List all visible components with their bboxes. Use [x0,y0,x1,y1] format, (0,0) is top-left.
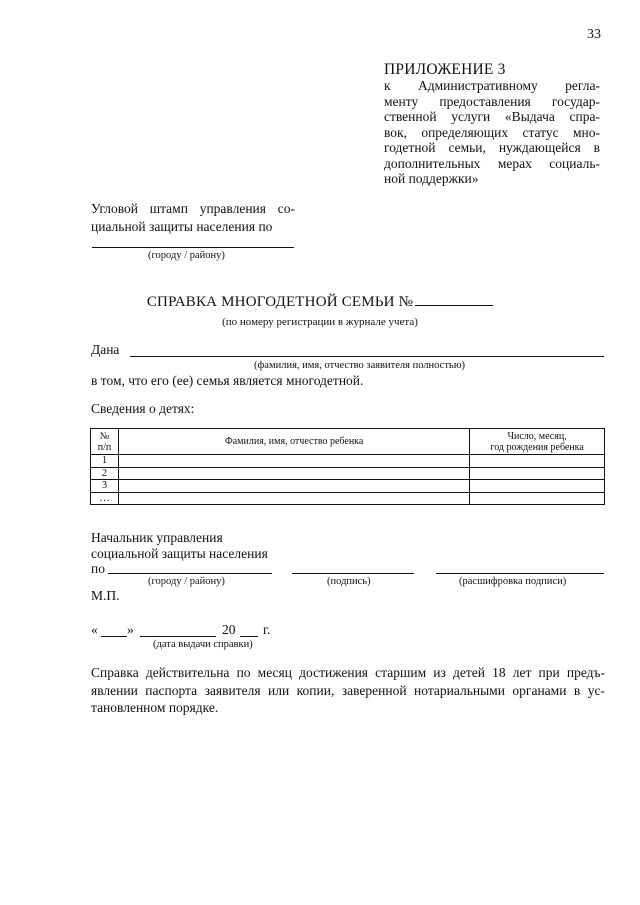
date-year-suffix: г. [263,622,271,637]
child-birth-date-cell [470,480,605,493]
row-number: … [91,492,119,505]
certificate-title [0,292,640,311]
children-table [90,428,605,505]
signatory-title: Начальник управления социальной защиты населения по [91,530,268,576]
appendix-block [384,62,600,187]
children-heading: Сведения о детях: [91,401,195,416]
appendix-title: ПРИЛОЖЕНИЕ 3 [384,61,506,78]
appendix-line: к Административному регла- [384,78,600,93]
date-day-field-line [101,636,127,637]
signatory-city-field-line [108,573,272,574]
signature-caption: (подпись) [327,576,371,587]
applicant-name-field-line [130,356,604,357]
appendix-line: ной поддержки» [384,171,479,186]
child-birth-date-cell [470,455,605,468]
date-year-field-line [240,636,258,637]
child-name-cell [118,480,469,493]
row-number: 1 [91,455,119,468]
child-birth-date-cell [470,467,605,480]
stamp-city-field-line [92,247,294,248]
column-header-name: Фамилия, имя, отчество ребенка [118,429,469,455]
appendix-line: вок, определяющих статус мно- [384,124,600,140]
child-name-cell [118,467,469,480]
signatory-city-caption: (городу / району) [148,576,225,587]
signature-decode-caption: (расшифровка подписи) [459,576,567,587]
page-number: 33 [587,27,601,42]
signature-field-line [292,573,414,574]
date-month-field-line [140,636,216,637]
appendix-line: годетной семьи, нуждающейся в [384,140,600,155]
table-row [91,480,605,493]
column-header-number: № п/п [91,429,119,455]
child-name-cell [118,492,469,505]
date-caption: (дата выдачи справки) [153,639,253,650]
validity-line: тановленном порядке. [91,700,219,715]
date-close-quote: » [127,622,134,637]
appendix-line: ственной услуги «Выдача спра- [384,109,600,124]
issued-label: Дана [91,342,120,357]
validity-paragraph [91,664,605,717]
table-row [91,467,605,480]
certificate-subtitle: (по номеру регистрации в журнале учета) [222,316,418,328]
row-number: 3 [91,480,119,493]
column-header-birth-date: Число, месяц, год рождения ребенка [470,429,605,455]
stamp-line: циальной защиты населения по [91,219,273,234]
appendix-line: дополнительных мерах социаль- [384,155,600,171]
validity-line: Справка действительна по месяц достижения старшим из детей 18 лет при предъ- [91,665,605,680]
table-row [91,455,605,468]
date-open-quote: « [91,622,98,637]
stamp-line: Угловой штамп управления со- [91,201,295,216]
row-number: 2 [91,467,119,480]
table-row [91,492,605,505]
large-family-statement: в том, что его (ее) семья является многодетной. [91,373,364,388]
seal-mark: М.П. [91,588,120,603]
applicant-name-caption: (фамилия, имя, отчество заявителя полностью) [254,360,466,371]
validity-line: явлении паспорта заявителя или копии, заверенной нотариальными органами в ус- [91,682,605,698]
child-birth-date-cell [470,492,605,505]
stamp-city-caption: (городу / району) [148,250,225,261]
certificate-number-field [415,292,493,306]
date-year-prefix: 20 [222,622,236,637]
signature-decode-field-line [436,573,604,574]
corner-stamp-block [91,200,295,236]
table-header-row [91,429,605,455]
appendix-line: менту предоставления государ- [384,93,600,109]
certificate-title-text: СПРАВКА МНОГОДЕТНОЙ СЕМЬИ № [146,294,414,310]
child-name-cell [118,455,469,468]
